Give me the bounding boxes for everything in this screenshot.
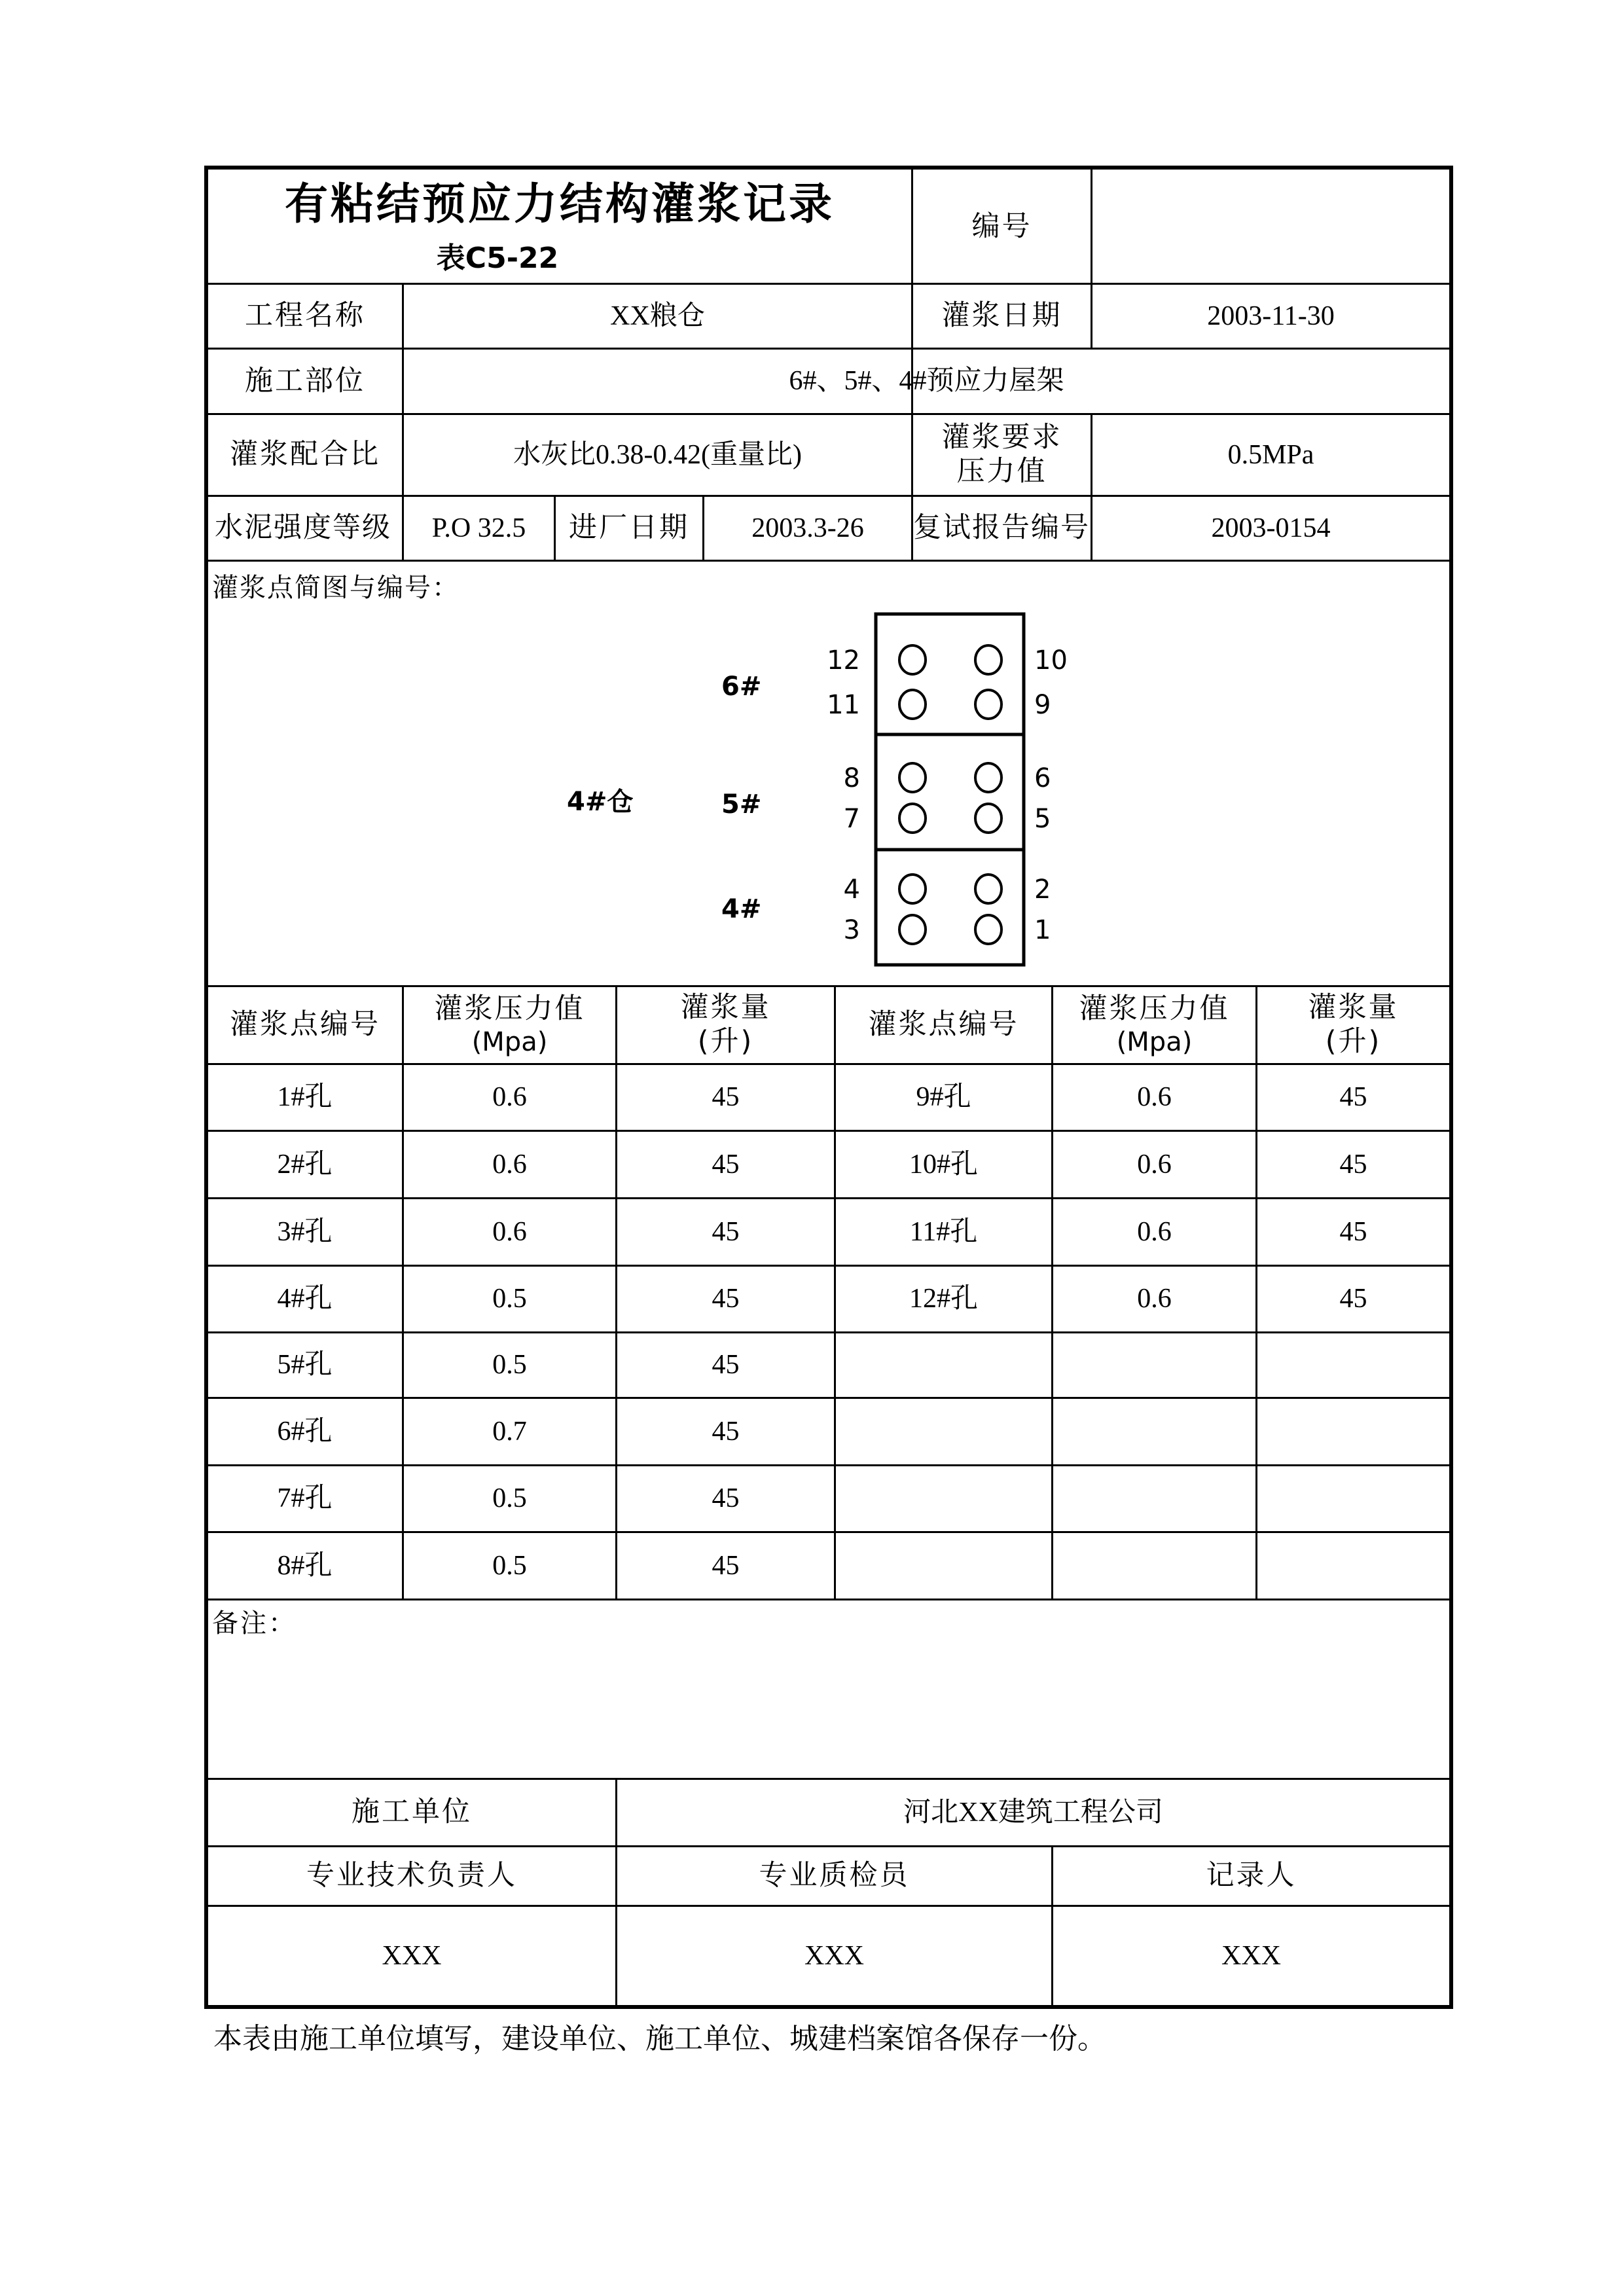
recorder-signature: XXX (1221, 1940, 1281, 1971)
form-code: 表C5-22 (436, 241, 559, 275)
truss-label-4: 4# (721, 894, 762, 924)
row6-point-2 (836, 1399, 1051, 1464)
row5-pressure: 0.5 (492, 1350, 527, 1381)
row7-point-2 (836, 1466, 1051, 1531)
cement-grade-label: 水泥强度等级 (215, 511, 391, 545)
row4-pressure-2: 0.6 (1137, 1284, 1172, 1314)
row7-pressure-2 (1053, 1466, 1255, 1531)
col-header-volume-2 (1257, 987, 1449, 1063)
row7-volume: 45 (712, 1483, 740, 1514)
project-name: XX粮仓 (610, 300, 705, 331)
row2-point-2: 10#孔 (909, 1149, 978, 1180)
row4-volume: 45 (712, 1284, 740, 1314)
row1-point: 1#孔 (277, 1082, 333, 1113)
row1-pressure-2: 0.6 (1137, 1082, 1172, 1113)
grout-date-label: 灌浆日期 (941, 299, 1062, 333)
row2-pressure-2: 0.6 (1137, 1149, 1172, 1180)
col-header-pressure (404, 987, 615, 1063)
row7-volume-2 (1257, 1466, 1449, 1531)
row4-point: 4#孔 (277, 1284, 333, 1314)
col-header-pressure-2 (1053, 987, 1255, 1063)
point-number: 7 (843, 804, 860, 834)
row3-pressure: 0.6 (492, 1216, 527, 1247)
contractor: 河北XX建筑工程公司 (903, 1797, 1163, 1828)
grout-point-10-circle (975, 645, 1001, 674)
row4-pressure: 0.5 (492, 1284, 527, 1314)
required-pressure-label-line1: 灌浆要求 (941, 421, 1062, 454)
col-header-point-2: 灌浆点编号 (868, 1008, 1019, 1041)
row1-volume: 45 (712, 1082, 740, 1113)
truss-label-6: 6# (721, 672, 762, 702)
grouting-point-diagram (206, 562, 1452, 985)
row5-pressure-2 (1053, 1333, 1255, 1397)
row1-pressure: 0.6 (492, 1082, 527, 1113)
grout-point-1-circle (975, 915, 1001, 944)
row6-volume: 45 (712, 1416, 740, 1447)
col-header-volume-2-line1: 灌浆量 (1308, 991, 1399, 1024)
inspector-label: 专业质检员 (759, 1859, 910, 1892)
row5-point-2 (836, 1333, 1051, 1397)
grout-point-7-circle (899, 804, 926, 833)
form-title: 有粘结预应力结构灌浆记录 (285, 179, 835, 230)
row6-volume-2 (1257, 1399, 1449, 1464)
col-header-pressure-line1: 灌浆压力值 (434, 992, 585, 1026)
row1-point-2: 9#孔 (916, 1082, 971, 1113)
diagram-label: 灌浆点简图与编号： (212, 573, 460, 603)
point-number: 3 (843, 915, 860, 945)
number-label: 编号 (971, 210, 1032, 244)
row6-point: 6#孔 (277, 1416, 333, 1447)
grout-date: 2003-11-30 (1207, 300, 1335, 331)
row8-pressure-2 (1053, 1533, 1255, 1599)
grout-point-6-circle (975, 763, 1001, 792)
grout-point-3-circle (899, 915, 926, 944)
grout-point-4-circle (899, 875, 926, 903)
col-header-point: 灌浆点编号 (230, 1008, 380, 1041)
row8-volume: 45 (712, 1550, 740, 1581)
location-label: 施工部位 (245, 364, 365, 397)
row5-volume-2 (1257, 1333, 1449, 1397)
point-number: 9 (1034, 690, 1051, 720)
row7-point: 7#孔 (277, 1483, 333, 1514)
row2-volume-2: 45 (1339, 1149, 1367, 1180)
row8-pressure: 0.5 (492, 1550, 527, 1581)
truss-label-5: 5# (721, 789, 762, 820)
grout-point-12-circle (899, 645, 926, 674)
row3-volume: 45 (712, 1216, 740, 1247)
col-header-volume-line1: 灌浆量 (680, 991, 771, 1024)
grout-point-11-circle (899, 690, 926, 719)
row3-pressure-2: 0.6 (1137, 1216, 1172, 1247)
row5-point: 5#孔 (277, 1350, 333, 1381)
point-number: 4 (843, 875, 860, 905)
project-name-label: 工程名称 (245, 299, 365, 333)
required-pressure: 0.5MPa (1227, 439, 1314, 470)
inspector-signature: XXX (804, 1940, 864, 1971)
entry-date: 2003.3-26 (751, 513, 864, 543)
remarks-value (212, 1644, 1443, 1769)
point-number: 12 (827, 645, 860, 676)
row8-volume-2 (1257, 1533, 1449, 1599)
silo-label: 4#仓 (567, 787, 634, 817)
number-value (1092, 172, 1449, 283)
location: 6#、5#、4#预应力屋架 (789, 366, 1064, 397)
mix-ratio: 水灰比0.38-0.42(重量比) (513, 439, 802, 470)
row7-pressure: 0.5 (492, 1483, 527, 1514)
point-number: 1 (1034, 915, 1051, 945)
mix-ratio-label: 灌浆配合比 (230, 438, 380, 471)
retest-report-label: 复试报告编号 (913, 511, 1090, 545)
point-number: 5 (1034, 804, 1051, 834)
row5-volume: 45 (712, 1350, 740, 1381)
col-header-volume-2-line2: (升) (1325, 1025, 1382, 1058)
col-header-pressure-2-line2: (Mpa) (1116, 1026, 1193, 1057)
col-header-pressure-2-line1: 灌浆压力值 (1079, 992, 1230, 1026)
required-pressure-label-line2: 压力值 (956, 455, 1047, 488)
row3-point-2: 11#孔 (909, 1216, 978, 1247)
point-number: 10 (1034, 645, 1068, 676)
tech-lead-label: 专业技术负责人 (306, 1859, 517, 1892)
row2-point: 2#孔 (277, 1149, 333, 1180)
row4-point-2: 12#孔 (909, 1284, 978, 1314)
remarks-label: 备注： (212, 1608, 297, 1638)
col-header-volume (617, 987, 834, 1063)
col-header-volume-line2: (升) (697, 1025, 754, 1058)
row3-point: 3#孔 (277, 1216, 333, 1247)
grout-point-5-circle (975, 804, 1001, 833)
contractor-label: 施工单位 (352, 1796, 472, 1829)
point-number: 11 (827, 690, 860, 720)
row3-volume-2: 45 (1339, 1216, 1367, 1247)
grout-point-8-circle (899, 763, 926, 792)
entry-date-label: 进厂日期 (569, 511, 689, 545)
row2-volume: 45 (712, 1149, 740, 1180)
truss-frame (876, 614, 1024, 965)
col-header-pressure-line2: (Mpa) (471, 1026, 548, 1057)
point-number: 2 (1034, 875, 1051, 905)
row8-point-2 (836, 1533, 1051, 1599)
row6-pressure: 0.7 (492, 1416, 527, 1447)
recorder-label: 记录人 (1206, 1859, 1297, 1892)
retest-report: 2003-0154 (1211, 513, 1331, 543)
grout-point-2-circle (975, 875, 1001, 903)
row4-volume-2: 45 (1339, 1284, 1367, 1314)
point-number: 8 (843, 763, 860, 793)
rule (206, 1599, 1452, 1600)
form-footnote: 本表由施工单位填写，建设单位、施工单位、城建档案馆各保存一份。 (213, 2023, 1106, 2055)
tech-lead-signature: XXX (382, 1940, 442, 1971)
grout-point-9-circle (975, 690, 1001, 719)
cement-grade: P.O 32.5 (431, 513, 526, 543)
row2-pressure: 0.6 (492, 1149, 527, 1180)
point-number: 6 (1034, 763, 1051, 793)
row1-volume-2: 45 (1339, 1082, 1367, 1113)
row8-point: 8#孔 (277, 1550, 333, 1581)
row6-pressure-2 (1053, 1399, 1255, 1464)
required-pressure-label (913, 415, 1091, 495)
